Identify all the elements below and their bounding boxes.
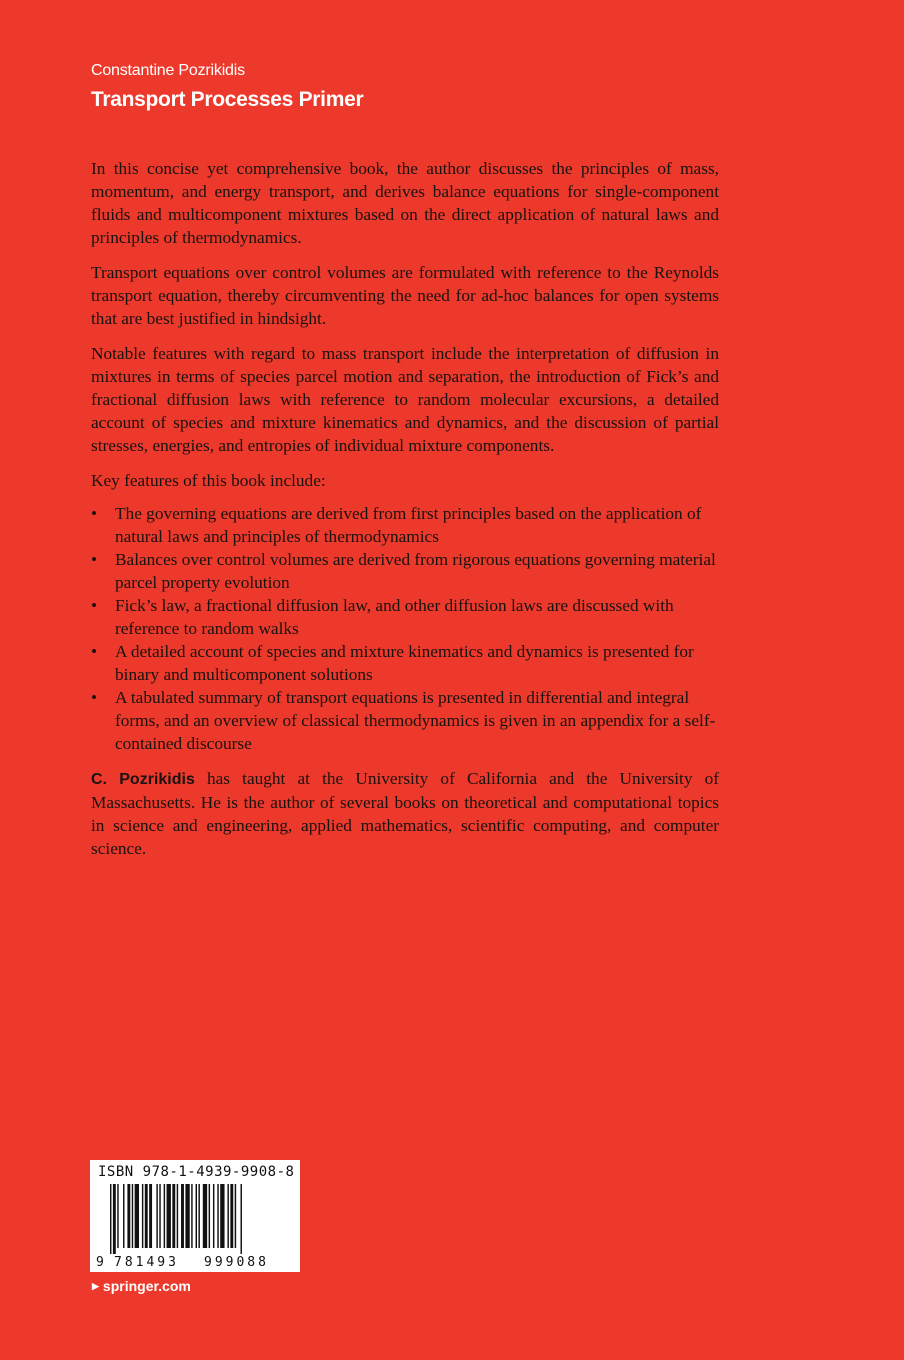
paragraph: Notable features with regard to mass transport include the interpretation of diffusion in mixtures in terms of species parcel motion and separation, the introduction of Fick’s and fractional diffusion laws with reference to random molecular excursions, a detailed account of species and mixture kinematics and dynamics, and the discussion of partial stresses, energies, and entropies of individual mixture components.: [91, 344, 719, 455]
list-item: [91, 548, 719, 594]
triangle-right-icon: ▶: [92, 1280, 99, 1291]
feature-text: The governing equations are derived from first principles based on the application of natural laws and principles of thermodynamics: [115, 504, 702, 546]
list-item: [91, 686, 719, 755]
key-features-heading: Key features of this book include:: [91, 471, 326, 490]
bio-text: has taught at the University of California and the University of Massachusetts. He is the author of several books on theoretical and computational topics in science and engineering, applied mathematics, scientific computing, and computer science.: [91, 769, 719, 858]
barcode-bar: [127, 1184, 130, 1248]
barcode-bar: [196, 1184, 197, 1248]
back-cover-text: [91, 157, 719, 872]
bullet-icon: •: [91, 596, 98, 615]
author-name: Constantine Pozrikidis: [91, 62, 245, 79]
barcode-bar: [185, 1184, 189, 1248]
feature-text: A tabulated summary of transport equations is presented in differential and integral forms, and an overview of classical thermodynamics is given in an appendix for a self-contained discourse: [115, 688, 716, 753]
barcode-bar: [145, 1184, 148, 1248]
barcode-bar: [213, 1184, 214, 1248]
bullet-icon: •: [91, 550, 98, 569]
feature-text: Balances over control volumes are derived from rigorous equations governing material parcel property evolution: [115, 550, 716, 592]
bullet-icon: •: [91, 688, 98, 707]
barcode-bar: [203, 1184, 207, 1248]
barcode-bar: [227, 1184, 228, 1248]
feature-text: Fick’s law, a fractional diffusion law, and other diffusion laws are discussed with reference to random walks: [115, 596, 674, 638]
barcode-bar: [159, 1184, 160, 1248]
feature-list: [91, 502, 719, 755]
list-item: [91, 594, 719, 640]
barcode-bar: [220, 1184, 224, 1248]
barcode-bar: [235, 1184, 236, 1248]
barcode-digits-right: 999088: [204, 1255, 269, 1270]
barcode-bar: [156, 1184, 157, 1248]
barcode-bars: [110, 1184, 242, 1254]
list-item: [91, 640, 719, 686]
barcode-digits-left: 781493: [114, 1255, 179, 1270]
barcode-bar: [177, 1184, 178, 1248]
barcode-bar: [167, 1184, 171, 1248]
paragraph: Transport equations over control volumes are formulated with reference to the Reynolds transport equation, thereby circumventing the need for ad-hoc balances for open systems that are best justified in hindsight.: [91, 263, 719, 328]
bullet-icon: •: [91, 642, 98, 661]
barcode-bar: [110, 1184, 111, 1254]
list-item: [91, 502, 719, 548]
barcode-bar: [142, 1184, 143, 1248]
barcode-bar: [172, 1184, 175, 1248]
barcode-bar: [117, 1184, 118, 1248]
publisher-website: springer.com: [102, 1278, 191, 1294]
barcode-bar: [181, 1184, 184, 1248]
barcode-bar: [191, 1184, 192, 1248]
barcode-bar: [113, 1184, 116, 1254]
feature-text: A detailed account of species and mixture kinematics and dynamics is presented for binary and multicomponent solutions: [115, 642, 694, 684]
barcode-bar: [241, 1184, 242, 1254]
bullet-icon: •: [91, 504, 98, 523]
barcode-bar: [209, 1184, 210, 1248]
barcode-bar: [230, 1184, 233, 1248]
isbn-barcode-box: [90, 1160, 300, 1272]
barcode-bar: [217, 1184, 218, 1248]
book-title: Transport Processes Primer: [91, 88, 364, 111]
barcode-bar: [149, 1184, 152, 1248]
isbn-label: ISBN 978-1-4939-9908-8: [98, 1164, 295, 1180]
barcode-digit-first: 9: [96, 1255, 104, 1270]
barcode-graphic: [90, 1160, 300, 1272]
paragraph: In this concise yet comprehensive book, the author discusses the principles of mass, momentum, and energy transport, and derives balance equations for single-component fluids and multicomponent mixtures based on the direct application of natural laws and principles of thermodynamics.: [91, 159, 719, 247]
bio-name: C. Pozrikidis: [91, 771, 195, 788]
barcode-bar: [123, 1184, 124, 1248]
barcode-bar: [164, 1184, 165, 1248]
publisher-link[interactable]: [92, 1278, 191, 1294]
author-bio: [91, 767, 719, 860]
barcode-bar: [135, 1184, 139, 1248]
barcode-bar: [198, 1184, 199, 1248]
barcode-bar: [132, 1184, 133, 1248]
